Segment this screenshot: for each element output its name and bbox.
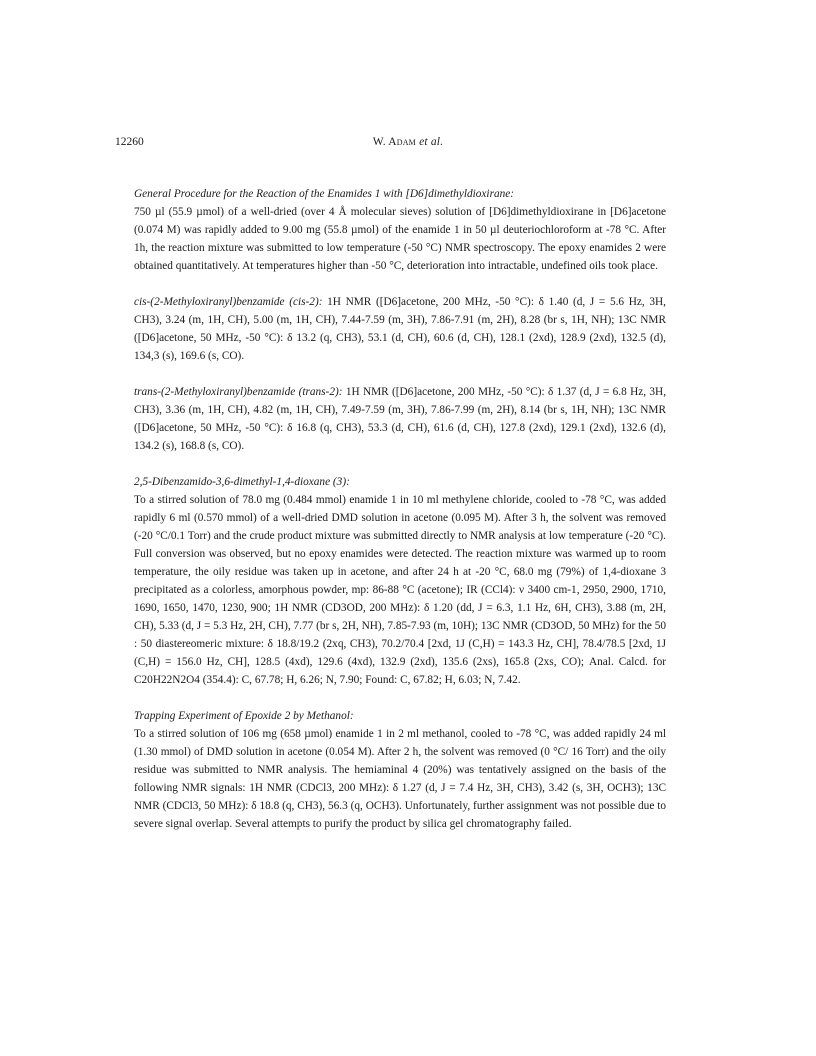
article-body bbox=[134, 185, 666, 851]
section-heading: trans-(2-Methyloxiranyl)benzamide (trans-2): bbox=[134, 386, 343, 398]
running-head-authors: W. Adam bbox=[372, 136, 416, 148]
page-number: 12260 bbox=[115, 136, 144, 148]
section-cis-2 bbox=[134, 293, 666, 365]
section-paragraph: 1H NMR ([D6]acetone, 200 MHz, -50 °C): δ 1.40 (d, J = 5.6 Hz, 3H, CH3), 3.24 (m, 1H, CH), 5.00 (m, 1H, CH), 7.44-7.59 (m, 3H), 7.86-7.91 (m, 2H), 8.28 (br s, 1H, NH); 13C NMR ([D6]acetone, 50 MHz, -50 °C): δ 13.2 (q, CH3), 53.1 (d, CH), 60.6 (d, CH), 128.1 (2xd), 128.9 (2xd), 132.5 (d), 134,3 (s), 169.6 (s, CO). bbox=[134, 296, 666, 362]
page-header bbox=[0, 136, 816, 152]
running-head-et-al: et al. bbox=[419, 136, 444, 148]
section-paragraph: To a stirred solution of 78.0 mg (0.484 mmol) enamide 1 in 10 ml methylene chloride, cooled to -78 °C, was added rapidly 6 ml (0.570 mmol) of a well-dried DMD solution in acetone (0.095 M). After 3 h, the solvent was removed (-20 °C/0.1 Torr) and the crude product mixture was submitted directly to NMR analysis at low temperature (-20 °C). Full conversion was observed, but no epoxy enamides were detected. The reaction mixture was warmed up to room temperature, the oily residue was taken up in acetone, and after 24 h at -20 °C, 68.0 mg (79%) of 1,4-dioxane 3 precipitated as a colorless, amorphous powder, mp: 86-88 °C (acetone); IR (CCl4): ν 3400 cm-1, 2950, 2900, 1710, 1690, 1650, 1470, 1230, 900; 1H NMR (CD3OD, 200 MHz): δ 1.20 (dd, J = 6.3, 1.1 Hz, 6H, CH3), 3.88 (m, 2H, CH), 5.33 (d, J = 5.3 Hz, 2H, CH), 7.77 (br s, 2H, NH), 7.85-7.93 (m, 10H); 13C NMR (CD3OD, 50 MHz) for the 50 : 50 diastereomeric mixture: δ 18.8/19.2 (2xq, CH3), 70.2/70.4 [2xd, 1J (C,H) = 143.3 Hz, CH], 78.4/78.5 [2xd, 1J (C,H) = 156.0 Hz, CH], 128.5 (4xd), 129.6 (4xd), 132.9 (2xd), 135.6 (2xs), 165.8 (2xs, CO); Anal. Calcd. for C20H22N2O4 (354.4): C, 67.78; H, 6.26; N, 7.90; Found: C, 67.82; H, 6.03; N, 7.42. bbox=[134, 494, 666, 686]
section-trans-2 bbox=[134, 383, 666, 455]
section-general-procedure bbox=[134, 185, 666, 275]
section-trapping bbox=[134, 707, 666, 833]
section-heading: cis-(2-Methyloxiranyl)benzamide (cis-2): bbox=[134, 296, 323, 308]
section-paragraph: 1H NMR ([D6]acetone, 200 MHz, -50 °C): δ 1.37 (d, J = 6.8 Hz, 3H, CH3), 3.36 (m, 1H, CH), 4.82 (m, 1H, CH), 7.49-7.59 (m, 3H), 7.86-7.99 (m, 2H), 8.14 (br s, 1H, NH); 13C NMR ([D6]acetone, 50 MHz, -50 °C): δ 16.8 (q, CH3), 53.3 (d, CH), 61.6 (d, CH), 127.8 (2xd), 129.1 (2xd), 132.6 (d), 134.2 (s), 168.8 (s, CO). bbox=[134, 386, 667, 452]
section-heading: Trapping Experiment of Epoxide 2 by Methanol: bbox=[134, 710, 354, 722]
section-paragraph: 750 µl (55.9 µmol) of a well-dried (over 4 Å molecular sieves) solution of [D6]dimethyldioxirane in [D6]acetone (0.074 M) was rapidly added to 9.00 mg (55.8 µmol) of the enamide 1 in 50 µl deuteriochloroform at -78 °C. After 1h, the reaction mixture was submitted to low temperature (-50 °C) NMR spectroscopy. The epoxy enamides 2 were obtained quantitatively. At temperatures higher than -50 °C, deterioration into intractable, undefined oils took place. bbox=[134, 206, 666, 272]
running-head bbox=[0, 136, 816, 148]
section-heading: 2,5-Dibenzamido-3,6-dimethyl-1,4-dioxane (3): bbox=[134, 476, 350, 488]
section-heading: General Procedure for the Reaction of the Enamides 1 with [D6]dimethyldioxirane: bbox=[134, 188, 515, 200]
section-paragraph: To a stirred solution of 106 mg (658 µmol) enamide 1 in 2 ml methanol, cooled to -78 °C, was added rapidly 24 ml (1.30 mmol) of DMD solution in acetone (0.054 M). After 2 h, the solvent was removed (0 °C/ 16 Torr) and the oily residue was submitted to NMR analysis. The hemiaminal 4 (20%) was tentatively assigned on the basis of the following NMR signals: 1H NMR (CDCl3, 200 MHz): δ 1.27 (d, J = 7.4 Hz, 3H, CH3), 3.42 (s, 3H, OCH3); 13C NMR (CDCl3, 50 MHz): δ 18.8 (q, CH3), 56.3 (q, OCH3). Unfortunately, further assignment was not possible due to severe signal overlap. Several attempts to purify the product by silica gel chromatography failed. bbox=[134, 728, 666, 830]
section-dioxane-3 bbox=[134, 473, 666, 689]
